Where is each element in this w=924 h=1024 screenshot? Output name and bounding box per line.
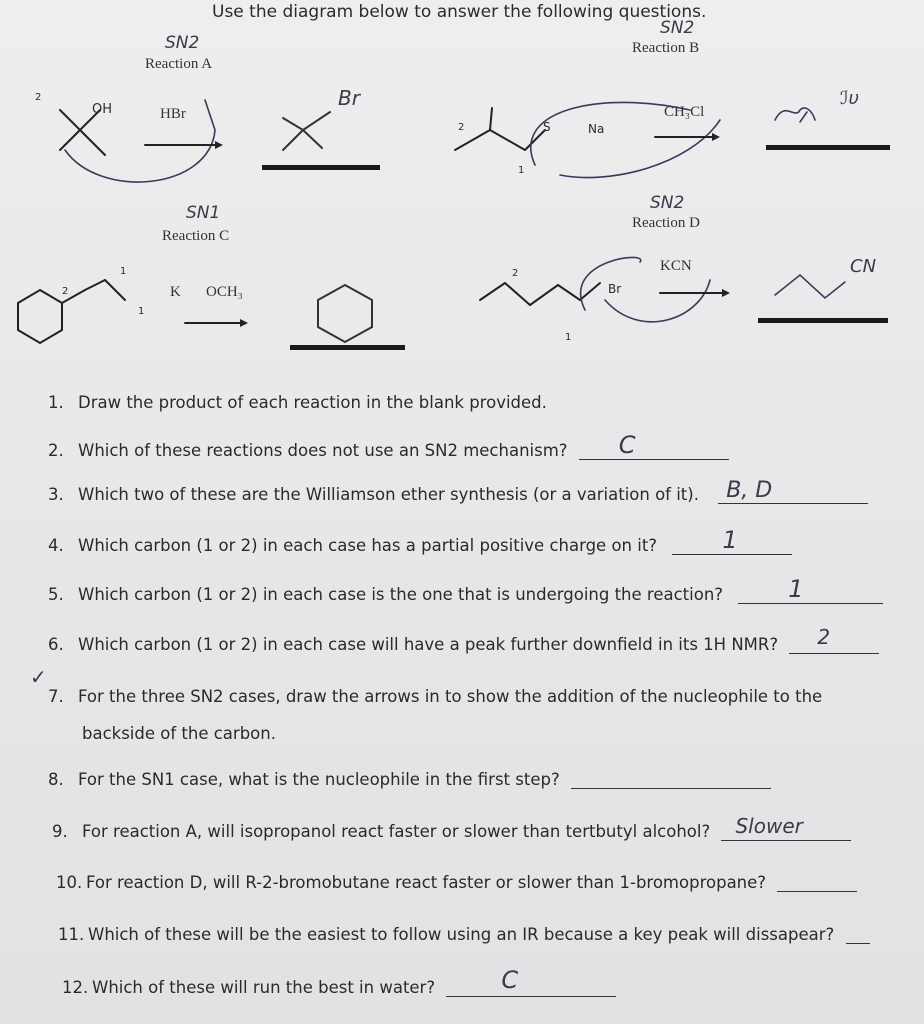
reaction-b-reagent: CH₃Cl bbox=[664, 104, 705, 120]
product-b-sketch bbox=[775, 108, 815, 122]
answer-blank-5[interactable] bbox=[738, 575, 883, 604]
reaction-b-label: Reaction B bbox=[632, 40, 700, 56]
reaction-a-reagent: HBr bbox=[160, 106, 186, 122]
question-12: 12. Which of these will run the best in water? C bbox=[62, 978, 616, 997]
instructions-heading: Use the diagram below to answer the following questions. bbox=[212, 2, 707, 22]
question-10: 10. For reaction D, will R-2-bromobutane react faster or slower than 1-bromopropane? bbox=[56, 873, 857, 892]
product-d-sketch bbox=[775, 275, 845, 298]
reaction-d-mechanism-note: SN2 bbox=[650, 193, 685, 213]
answer-12: C bbox=[501, 966, 519, 994]
question-7: 7. For the three SN2 cases, draw the arrows in to show the addition of the nucleophile to the bbox=[48, 687, 823, 706]
question-1: 1. Draw the product of each reaction in the blank provided. bbox=[48, 393, 547, 412]
reaction-d-label: Reaction D bbox=[632, 215, 700, 231]
question-3: 3. Which two of these are the Williamson ether synthesis (or a variation of it). B, D bbox=[48, 485, 868, 504]
sulfur-label: S bbox=[543, 120, 551, 134]
reaction-c-mechanism-note: SN1 bbox=[186, 203, 221, 223]
answer-blank-8[interactable] bbox=[571, 770, 771, 789]
carbon-label-1: 1 bbox=[138, 306, 145, 317]
carbon-label-2: 2 bbox=[458, 122, 465, 133]
question-11: 11. Which of these will be the easiest to follow using an IR because a key peak will dissapear? bbox=[58, 925, 870, 944]
reaction-c-label: Reaction C bbox=[162, 228, 230, 244]
carbon-label-1: 1 bbox=[565, 332, 572, 343]
product-d-note: CN bbox=[850, 256, 877, 277]
cyclohexene-product bbox=[318, 285, 372, 342]
reaction-a-label: Reaction A bbox=[145, 56, 213, 72]
answer-4: 1 bbox=[722, 526, 738, 554]
tert-butyl-bromide-product bbox=[283, 112, 330, 150]
question-6: 6. Which carbon (1 or 2) in each case will have a peak further downfield in its 1H NMR? 2 bbox=[48, 635, 879, 654]
question-4: 4. Which carbon (1 or 2) in each case has a partial positive charge on it? 1 bbox=[48, 536, 792, 555]
product-c-blank bbox=[290, 345, 405, 350]
answer-9: Slower bbox=[735, 814, 803, 838]
reaction-a-mechanism-note: SN2 bbox=[165, 33, 200, 53]
question-7-continued: backside of the carbon. bbox=[82, 724, 276, 743]
product-b-blank bbox=[766, 145, 890, 150]
answer-blank-6[interactable] bbox=[789, 625, 879, 654]
product-a-blank bbox=[262, 165, 380, 170]
answer-5: 1 bbox=[788, 575, 804, 603]
answer-blank-10[interactable] bbox=[777, 873, 857, 892]
question-9: 9. For reaction A, will isopropanol react faster or slower than tertbutyl alcohol? Slower bbox=[52, 822, 851, 841]
reaction-c-anion: OCH₃ bbox=[206, 284, 243, 300]
carbon-label-1: 1 bbox=[518, 165, 525, 176]
question-2: 2. Which of these reactions does not use an SN2 mechanism? C bbox=[48, 441, 729, 460]
carbon-label-1: 1 bbox=[120, 266, 127, 277]
reaction-d-reagent: KCN bbox=[660, 258, 692, 274]
cyclohexyl-substrate-structure bbox=[18, 280, 125, 343]
reaction-b-mechanism-note: SN2 bbox=[660, 18, 695, 38]
product-a-note: Br bbox=[338, 86, 360, 110]
answer-blank-9[interactable] bbox=[721, 814, 851, 841]
answer-3: B, D bbox=[726, 478, 773, 503]
reaction-diagram bbox=[0, 0, 924, 380]
checkmark-q7: ✓ bbox=[30, 665, 47, 689]
answer-blank-12[interactable] bbox=[446, 966, 616, 997]
answer-blank-4[interactable] bbox=[672, 526, 792, 555]
curved-arrow-a bbox=[65, 100, 215, 182]
carbon-label-2: 2 bbox=[62, 286, 69, 297]
question-8: 8. For the SN1 case, what is the nucleophile in the first step? bbox=[48, 770, 771, 789]
bromine-label: Br bbox=[608, 282, 622, 296]
answer-blank-3[interactable] bbox=[718, 478, 868, 504]
answer-2: C bbox=[618, 431, 636, 459]
sodium-label: Na bbox=[588, 122, 605, 136]
carbon-label-2: 2 bbox=[512, 268, 519, 279]
product-b-note: ℐυ bbox=[840, 88, 859, 109]
answer-blank-2[interactable] bbox=[579, 431, 729, 460]
hydroxyl-label: OH bbox=[92, 102, 113, 117]
answer-6: 2 bbox=[817, 625, 831, 649]
carbon-label-2: 2 bbox=[35, 92, 42, 103]
question-5: 5. Which carbon (1 or 2) in each case is the one that is undergoing the reaction? 1 bbox=[48, 585, 883, 604]
reaction-c-cation: K bbox=[170, 284, 181, 300]
answer-blank-11[interactable] bbox=[846, 925, 870, 944]
product-d-blank bbox=[758, 318, 888, 323]
